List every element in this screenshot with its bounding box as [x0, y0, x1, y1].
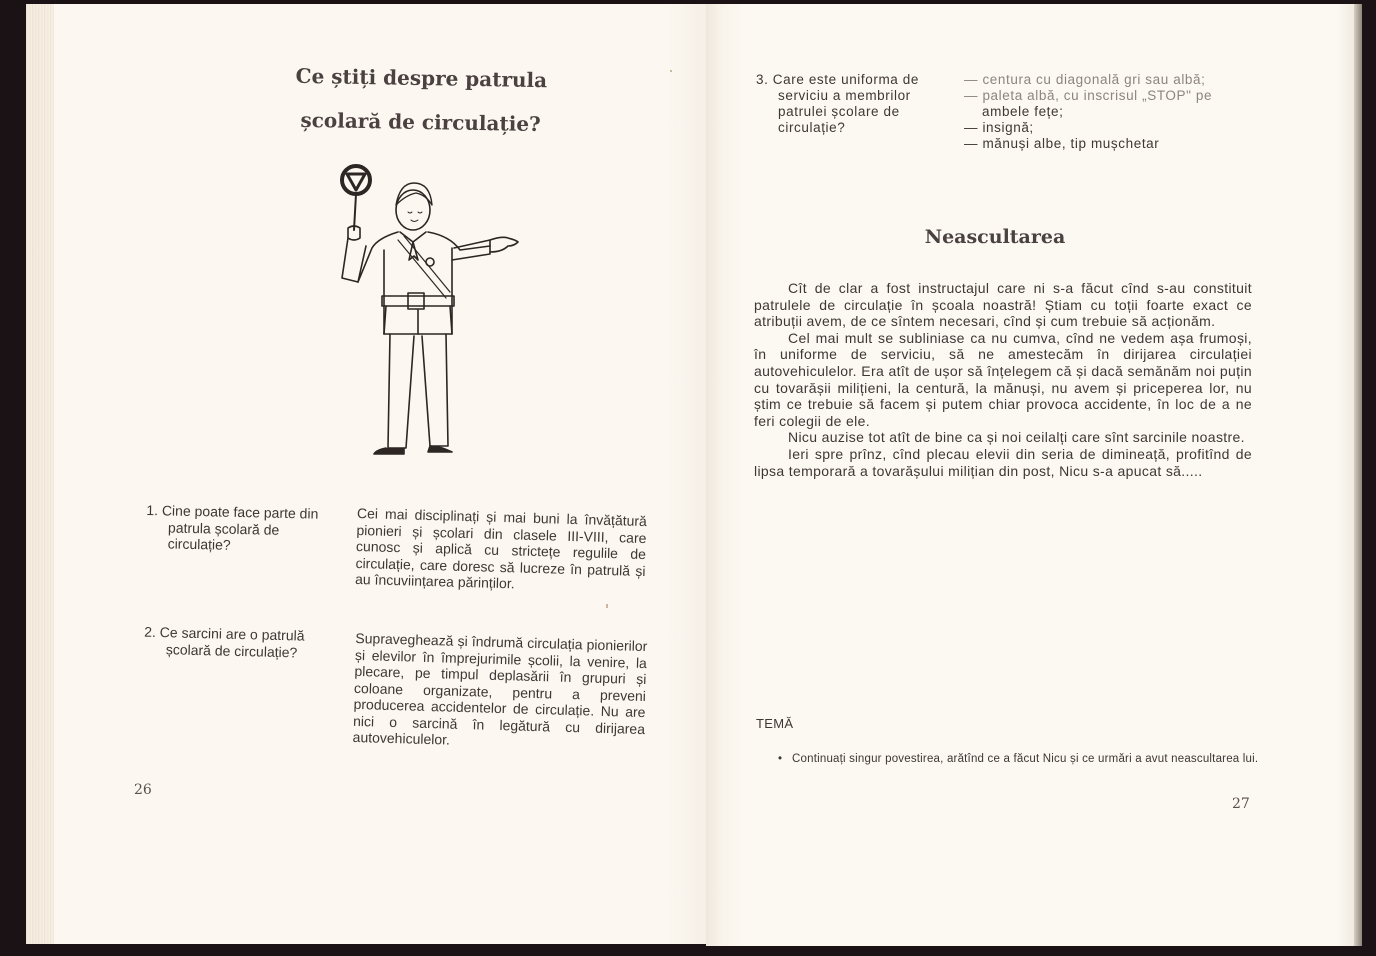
- answer-3-item: — centura cu diagonală gri sau albă;: [964, 72, 1206, 87]
- story-paragraph: Ieri spre prînz, cînd plecau elevii din seria de dimineață, profitînd de lipsa temporară a tovarășului milițian din post, Nicu s-a apucat să.....: [754, 445, 1252, 479]
- answer-3-item: ambele fețe;: [982, 104, 1064, 119]
- title-line-2: școlară de circulație?: [300, 107, 541, 137]
- left-page-title: [275, 53, 566, 146]
- answer-2: Supraveghează și îndrumă circulația pionierilor și elevilor în împrejurimile școlii, la venire, la plecare, pe timpul deplasării în grupuri și coloane organizate, pentru a preveni producerea accidentelor de circulație. Nu are nici o sarcină în legătură cu dirijarea autovehiculelor.: [352, 629, 648, 748]
- traffic-patrol-boy-illustration: [318, 150, 538, 460]
- answer-3-item: — insignă;: [964, 120, 1034, 135]
- answer-3-item: — paleta albă, cu inscrisul „STOP" pe: [964, 88, 1213, 103]
- answer-3-item: — mănuși albe, tip mușchetar: [964, 136, 1160, 151]
- answer-3: [964, 72, 1264, 152]
- question-3-text: 3. Care este uniforma de serviciu a membrilor patrulei școlare de circulație?: [756, 72, 919, 135]
- page-number-left: 26: [134, 782, 152, 798]
- left-page: [26, 4, 706, 944]
- story-paragraph: Cît de clar a fost instructajul care ni s-a făcut cînd s-au constituit patrulele de circulație în școala noastră! Știam cu toții foarte exact ce atribuții avem, de ce sîntem necesari, cînd și cum trebuie să acționăm.: [754, 280, 1252, 330]
- page-number-right: 27: [1232, 796, 1250, 812]
- question-2: [144, 624, 335, 662]
- story-title: Neascultarea: [924, 226, 1066, 248]
- story-paragraph: Nicu auzise tot atît de bine ca și noi ceilalți care sînt sarcinile noastre.: [788, 429, 1245, 446]
- paper-speck: [670, 70, 672, 72]
- question-3: [756, 72, 956, 136]
- tema-item: [778, 752, 1262, 767]
- title-line-1: Ce știți despre patrula: [295, 63, 548, 93]
- bullet-icon: •: [778, 753, 783, 765]
- tema-item-text: Continuați singur povestirea, arătînd ce a făcut Nicu și ce urmări a avut neascultarea lui.: [792, 753, 1259, 765]
- question-1-text: 1. Cine poate face parte din patrula școlară de circulație?: [146, 502, 319, 553]
- right-page: [706, 4, 1362, 946]
- paper-speck: [606, 604, 608, 608]
- answer-1: Cei mai disciplinați și mai buni la învățătură pionieri și școlari din clasele III-VIII, care cunosc și aplică cu strictețe regulile de circulație, care doresc să lucreze în patrulă și au încuviințarea părinților.: [354, 504, 648, 592]
- story-paragraph: Cel mai mult se subliniase ca nu cumva, cînd ne vedem așa frumoși, în uniforme de serviciu, să ne amestecăm în dirijarea circulației autovehiculelor. Era atît de ușor să înțelegem că și dacă semănăm noi puțin cu tovarășii milițieni, la centură, la mănuși, nu avem și priceperea lor, nu știm ce trebuie să facem și putem chiar provoca accidente, în loc de a ne feri colegii de ele.: [754, 329, 1252, 429]
- tema-label: TEMĂ: [756, 716, 794, 731]
- question-1: [146, 502, 337, 555]
- question-2-text: 2. Ce sarcini are o patrulă școlară de circulație?: [144, 623, 305, 660]
- story-text: [754, 280, 1252, 479]
